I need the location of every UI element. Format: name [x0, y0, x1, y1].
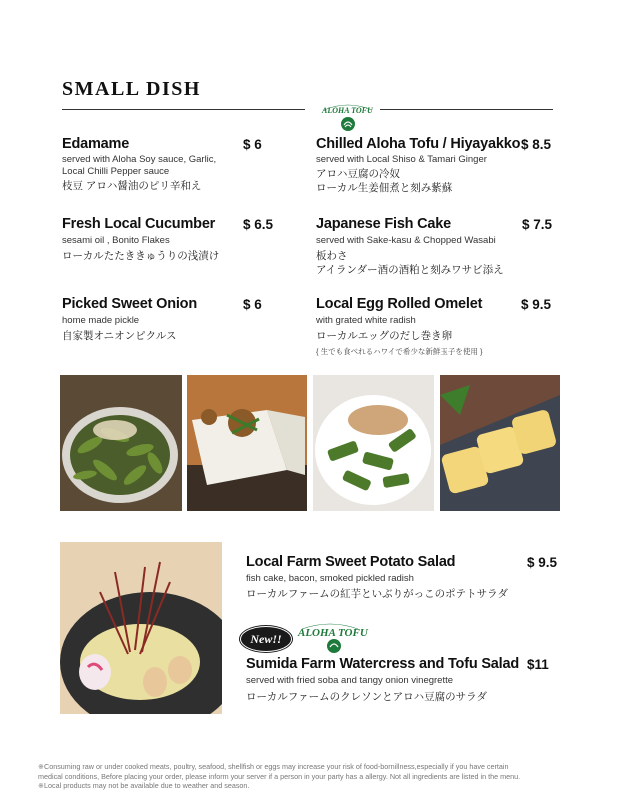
dish-name-cucumber: Fresh Local Cucumber — [62, 216, 216, 232]
dish-price-fish-cake: $ 7.5 — [522, 217, 553, 232]
dish-jp-cucumber: ローカルたたききゅうりの浅漬け — [62, 250, 220, 262]
title-divider-right — [380, 109, 553, 110]
dish-jp-fish-cake-1: 板わさ — [316, 250, 348, 262]
dish-price-edamame: $ 6 — [243, 137, 262, 152]
dish-price-cucumber: $ 6.5 — [243, 217, 274, 232]
photo-edamame — [60, 375, 182, 511]
dish-jp-watercress: ローカルファームのクレソンとアロハ豆腐のサラダ — [246, 691, 487, 703]
dish-name-watercress: Sumida Farm Watercress and Tofu Salad — [246, 656, 520, 672]
dish-name-hiyayakko: Chilled Aloha Tofu / Hiyayakko — [316, 136, 521, 152]
dish-jp-potato-salad: ローカルファームの紅芋といぶりがっこのポテトサラダ — [246, 588, 508, 600]
dish-jp-fish-cake-2: アイランダー酒の酒粕と刻みワサビ添え — [316, 264, 504, 276]
new-badge: New!! — [240, 626, 292, 652]
dish-jp-edamame: 枝豆 アロハ醤油のピリ辛和え — [62, 180, 202, 192]
logo-brand-text: ALOHA TOFU — [322, 106, 373, 115]
footer-line-3: ※Local products may not be available due to weather and season. — [38, 781, 250, 790]
aloha-tofu-logo-small — [294, 621, 366, 655]
photo-cucumber — [313, 375, 434, 511]
dish-desc-omelet: with grated white radish — [316, 315, 416, 326]
dish-desc-edamame-1: served with Aloha Soy sauce, Garlic, — [62, 154, 217, 165]
dish-name-potato-salad: Local Farm Sweet Potato Salad — [246, 554, 456, 570]
dish-note-omelet: { 生でも食べれるハワイで希少な新鮮玉子を使用 } — [316, 347, 483, 356]
dish-price-onion: $ 6 — [243, 297, 262, 312]
footer-line-1: ※Consuming raw or under cooked meats, poultry, seafood, shellfish or eggs may increase your risk of food-bornillness,especially if you have certain — [38, 762, 509, 771]
dish-price-potato-salad: $ 9.5 — [527, 555, 558, 570]
aloha-tofu-logo-icon — [318, 98, 378, 132]
dish-price-omelet: $ 9.5 — [521, 297, 552, 312]
dish-desc-fish-cake: served with Sake-kasu & Chopped Wasabi — [316, 235, 496, 246]
title-divider-left — [62, 109, 305, 110]
photo-hiyayakko — [187, 375, 307, 511]
dish-desc-onion: home made pickle — [62, 315, 140, 326]
dish-jp-omelet: ローカルエッグのだし巻き卵 — [316, 330, 453, 342]
dish-price-watercress: $11 — [527, 657, 549, 672]
dish-name-omelet: Local Egg Rolled Omelet — [316, 296, 483, 312]
section-title: SMALL DISH — [62, 78, 201, 100]
logo-small-brand-text: ALOHA TOFU — [298, 627, 368, 639]
dish-jp-hiyayakko-2: ローカル生姜佃煮と刻み紫蘇 — [316, 182, 453, 194]
dish-desc-cucumber: sesami oil , Bonito Flakes — [62, 235, 170, 246]
dish-desc-hiyayakko: served with Local Shiso & Tamari Ginger — [316, 154, 487, 165]
dish-name-edamame: Edamame — [62, 136, 130, 152]
footer-line-2: medical conditions, Before placing your order, please inform your server if a person in your party has a allergy. Not all ingredients are listed in the menu. — [38, 771, 521, 781]
photo-omelet — [440, 375, 560, 511]
photo-potato-salad — [60, 542, 222, 714]
footer-disclaimer — [38, 762, 598, 791]
aloha-tofu-logo — [318, 98, 378, 132]
dish-price-hiyayakko: $ 8.5 — [521, 137, 552, 152]
dish-name-onion: Picked Sweet Onion — [62, 296, 197, 312]
dish-desc-watercress: served with fried soba and tangy onion vinegrette — [246, 675, 454, 686]
dish-jp-hiyayakko-1: アロハ豆腐の冷奴 — [316, 168, 400, 180]
dish-jp-onion: 自家製オニオンピクルス — [62, 330, 177, 342]
dish-desc-edamame-2: Local Chilli Pepper sauce — [62, 166, 170, 177]
dish-name-fish-cake: Japanese Fish Cake — [316, 216, 452, 232]
dish-desc-potato-salad: fish cake, bacon, smoked pickled radish — [246, 573, 414, 584]
